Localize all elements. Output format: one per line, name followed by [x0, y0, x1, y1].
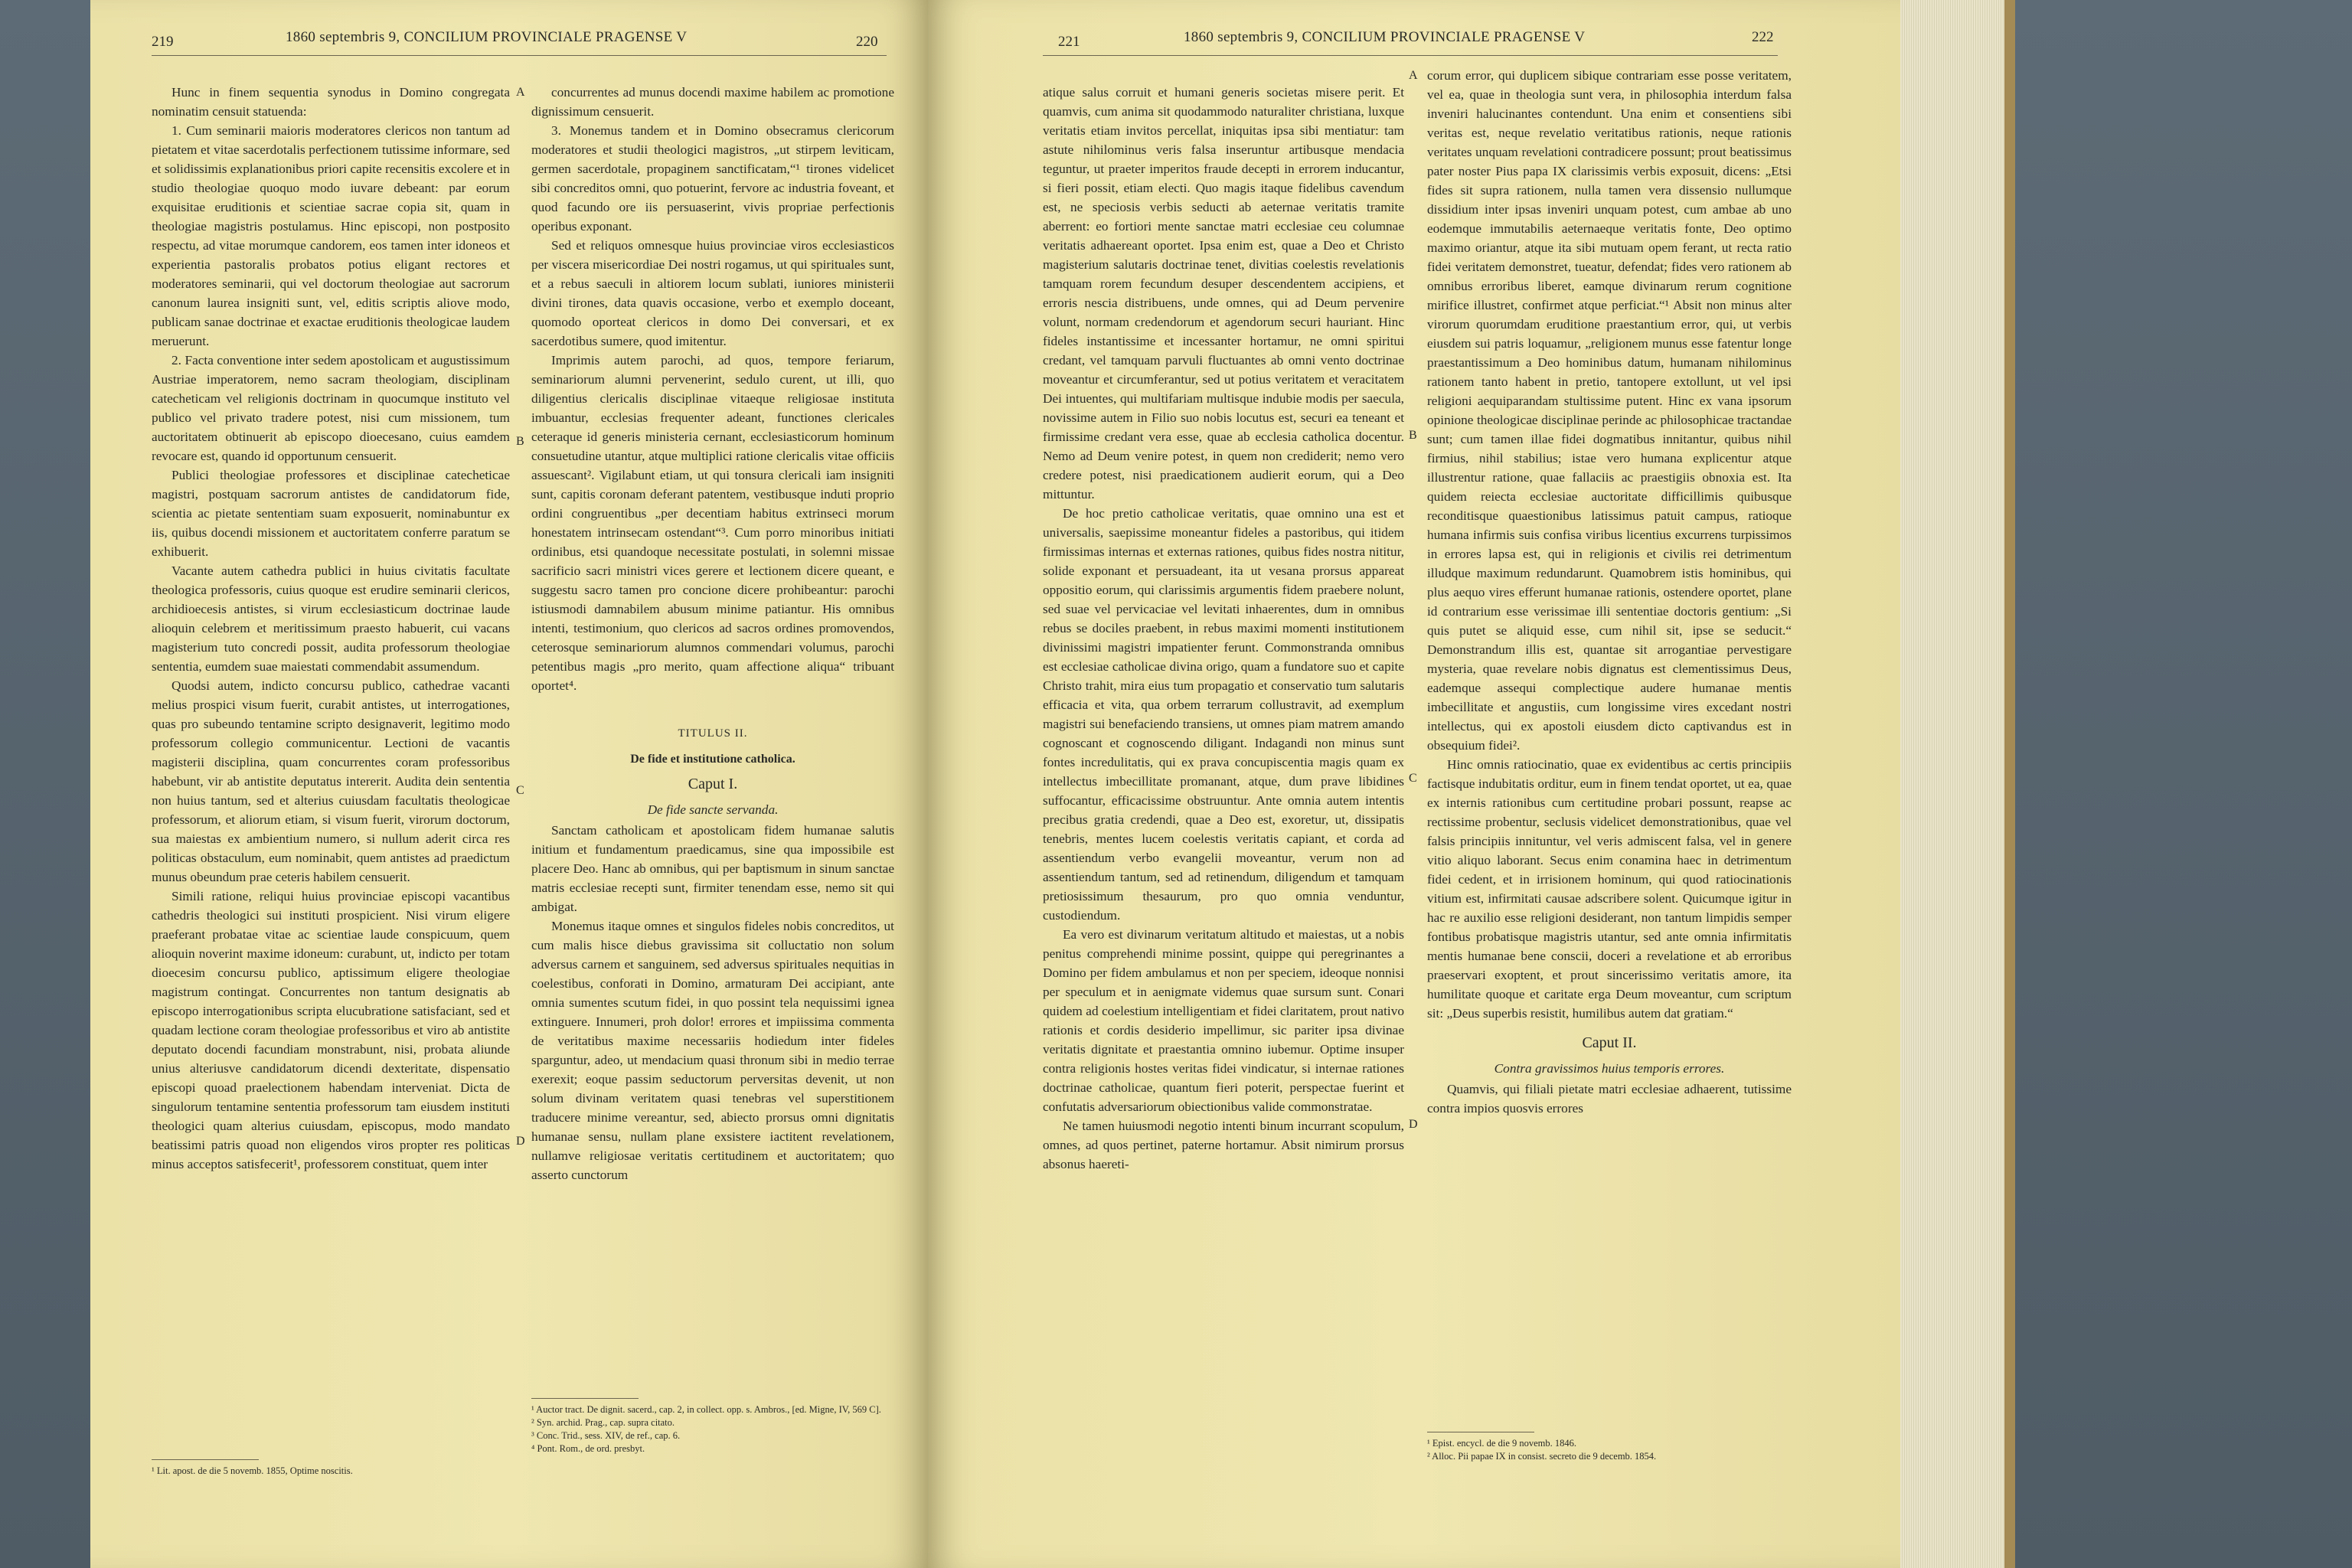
margin-mark-b: B [1409, 429, 1417, 442]
footnote: ³ Conc. Trid., sess. XIV, de ref., cap. 6. [531, 1430, 681, 1441]
paragraph: concurrentes ad munus docendi maxime habilem ac promotione dignissimum censuerit. [531, 85, 894, 119]
paragraph: Hunc in finem sequentia synodus in Domino congregata nominatim censuit statuenda: [152, 85, 510, 119]
left-page-column-b [531, 83, 894, 1393]
chapter-subtitle: Contra gravissimos huius temporis errores. [1494, 1061, 1725, 1076]
paragraph: corum error, qui duplicem sibique contrariam esse posse veritatem, vel ea, quae in theologia sunt vera, in philosophia interdum falsa inveniri halucinantes contendunt. Una enim et consentiens sibi veritas est, neque revelatio veritatibus rationis, neque rationis veritates unquam revelationi contradicere possunt; prout beatissimus pater noster Pius papa IX clarissimis verbis exposuit, dicens: „Etsi fides sit supra rationem, nulla tamen vera dissensio nullumque dissidium inter ipsas inveniri unquam potest, cum ambae ab uno eodemque immutabilis aeternaeque veritatis fonte, Deo optimo maximo oriantur, atque ita sibi mutuam opem ferant, ut recta ratio fidei veritatem demonstret, tueatur, defendat; fides vero rationem ab omnibus erroribus liberet, eamque divinarum rerum cognitione mirifice illustret, confirmet atque perficiat.“¹ Absit non minus alter virorum quorumdam eruditione praestantium error, qui, ut verbis eiusdem sui patris loquamur, „religionem munus esse fatentur longe praestantissimum a Deo hominibus datum, humanam nihilominus rationem tanto habent in pretio, tantopere extollunt, ut vel ipsi religioni aequiparandam stultissime putent. Hinc ex vana ipsorum opinione theologicae disciplinae perinde ac philosophicae tractandae sunt; cum tamen illae fidei dogmatibus innitantur, quibus nihil firmius, nihil stabilius; istae vero humana explicentur atque illustrentur ratione, quae fallaciis ac praestigiis obnoxia est. Ita quidem reiecta ecclesiae auctoritate difficillimis quibusque reconditisque quaestionibus latissimus patuit campus, ratioque humana infirmis suis confisa viribus licentius excurrens turpissimos in errores lapsa est, qui in religionis et civilis rei detrimentum illudque maximum redundarunt. Quamobrem istis hominibus, qui plus aequo vires efferunt humanae rationis, ostendere oportet, plane id contrarium esse verissimae illi sententiae doctoris gentium: „Si quis putet se aliquid esse, cum nihil sit, ipse se seducit.“ Demonstrandum illis est, quantae sit arrogantiae pervestigare mysteria, quae revelare nobis dignatus est clementissimus Deus, eademque assequi complectique audere humanae mentis imbecillitate et angustiis, cum longissime vires excedant nostri intellectus, qui ex apostoli eiusdem dicto captivandus est in obsequium fidei². [1427, 68, 1792, 753]
chapter-heading: Caput I. [688, 776, 738, 792]
right-page-column-a [1043, 83, 1404, 1465]
paragraph: 3. Monemus tandem et in Domino obsecramus clericorum moderatores et studii theologici magistros, „ut stirpem leviticam, germen sacerdotale, propaginem sanctificatam,“¹ tirones videlicet sibi concreditos omni, quo potuerint, fervore ac industria foveant, et quod facundo ore iis persuaserint, vivis propriae perfectionis operibus exponant. [531, 123, 894, 234]
margin-mark-b: B [516, 435, 524, 448]
book-fore-edge [1900, 0, 2015, 1568]
margin-mark-a: A [516, 86, 525, 99]
footnote: ¹ Lit. apost. de die 5 novemb. 1855, Optime noscitis. [152, 1465, 353, 1476]
chapter-subtitle: De fide sancte servanda. [647, 802, 779, 817]
paragraph: De hoc pretio catholicae veritatis, quae omnino una est et universalis, saepissime moneantur fideles a pastoribus, qui itidem firmissimas internas et externas rationes, quibus fides nostra nititur, solide exponant et persuadeant, ita ut vesana prorsus appareat oppositio eorum, qui clarissimis argumentis fidem praebere nolunt, sed suae vel pervicaciae vel levitati inhaerentes, dum in omnibus rebus se dociles praebent, in rebus maximi momenti institutionem divinissimi magistri impatienter ferunt. Commonstranda omnibus est ecclesiae catholicae divina origo, quam a fundatore suo et capite Christo trahit, mira eius tum propagatio et conservatio tum salutaris efficacia et vita, qua orbem terrarum collustravit, ad exemplum magistri sui benefaciendo transiens, ut omnes piam matrem amando cognoscant et cognoscendo diligant. Indagandi non minus sunt fontes incredulitatis, qui ex prava concupiscentia magis quam ex intellectus imbecillitate promanant, atque, dum prave libidines suffocantur, efficacissime obstruuntur. Ante omnia autem intentis precibus gratia credendi, quae a Deo est, exoretur, ut, dissipatis tenebris, mentes lucem coelestis veritatis capiant, et corda ad assentiendum verbo evangelii moveantur, verum non ad assentiendum tantum, sed ad retinendum, diligendum et tamquam pretiosissimum thesaurum, pro quo omnia venduntur, custodiendum. [1043, 506, 1404, 923]
page-number-222: 222 [1752, 29, 1774, 45]
footnotes-col-b [531, 1398, 894, 1455]
paragraph: Hinc omnis ratiocinatio, quae ex evidentibus ac certis principiis factisque indubitatis orditur, eum in finem tendat oportet, ut ea, quae ex internis rationibus cum certitudine probari possunt, reapse ac rectissime probentur, seclusis videlicet demonstrationibus, quae vel falsis principiis innituntur, vel veris admiscent falsa, vel in genere vitio aliquo laborant. Secus enim conamina haec in detrimentum fidei cedent, et in irrisionem hominum, qui quod ratiocinationis vitium est, infirmitati causae adscribere solent. Quicumque igitur in hac re auxilio esse religioni desiderant, non tantum limpidis semper fontibus probatisque magistris utantur, sed ante omnia infirmitatis mentis humanae bene conscii, doceri a revelatione et ab erroribus praeservari exoptent, et prout sincerissimo veritatis amore, ita humilitate quoque et caritate erga Deum moveantur, cum scriptum sit: „Deus superbis resistit, humilibus autem dat gratiam.“ [1427, 757, 1792, 1021]
paragraph: Ea vero est divinarum veritatum altitudo et maiestas, ut a nobis penitus comprehendi minime possint, quippe qui peregrinantes a Domino per fidem ambulamus et non per speciem, ideoque nonnisi per speculum et in aenigmate videmus quae sursum sunt. Conari quidem ad coelestium intelligentiam et fidei claritatem, prout nativo rationis et cordis desiderio impellimur, sic pariter ipsa divinae veritatis dignitate et praestantia omnino iubemur. Optime insuper contra religionis hostes veritas fidei vindicatur, si internae rationes doctrinae catholicae, quantum fieri poterit, perspectae fuerint et confutatis adversariorum obiectionibus valide commonstratae. [1043, 927, 1404, 1114]
left-page [90, 0, 928, 1568]
footnote: ² Alloc. Pii papae IX in consist. secreto die 9 decemb. 1854. [1427, 1451, 1657, 1462]
margin-mark-c: C [1409, 772, 1417, 785]
margin-mark-a: A [1409, 69, 1418, 82]
paragraph: atique salus corruit et humani generis societas misere perit. Et quamvis, cum anima sit quodammodo naturaliter christiana, luxque veritatis etiam invitos percellat, iniquitas ipsa sibi mentiatur: tam astute nihilominus veris falsa inseruntur artibusque mendacia teguntur, ut praeter imperitos fraude decepti in errorem inducantur, si fieri possit, etiam electi. Quo magis itaque fidelibus cavendum est, ne speciosis verbis seducti ab aeternae veritatis tramite aberrent: eo fortiori mente sanctae matri ecclesiae ceu columnae veritatis adhaereant oportet. Ipsa enim est, quae a Deo et Christo magisterium salutaris doctrinae tenet, divitias coelestis revelationis tamquam rorem fecundum desuper descendentem accipiens, et erroris nescia distribuens, unde omnes, qui ad Deum pervenire volunt, normam credendorum et agendorum securi hauriant. Hinc fideles instantissime et incessanter hortamur, ne omni spiritui credant, vel tamquam parvuli fluctuantes ab omni vento doctrinae moveantur et circumferantur, sed ut potius veritatem et veracitatem Dei intuentes, qui multifariam multisque indubie modis per saecula, novissime autem in Filio suo nobis locutus est, securi ea teneant et firmissime credant vera esse, quae ab ecclesia catholica docentur. Nemo ad Deum venire potest, in quem non crediderit; nemo vero credere potest, nisi praedicationem audierit eorum, qui a Deo mittuntur. [1043, 85, 1404, 501]
footnote: ¹ Epist. encycl. de die 9 novemb. 1846. [1427, 1438, 1577, 1449]
margin-mark-c: C [516, 784, 524, 797]
right-page [928, 0, 1900, 1568]
header-rule [1043, 55, 1778, 56]
footnote-rule [152, 1459, 259, 1460]
chapter-heading: Caput II. [1582, 1034, 1637, 1051]
margin-mark-d: D [516, 1135, 525, 1148]
paragraph: Sed et reliquos omnesque huius provinciae viros ecclesiasticos per viscera misericordiae Dei nostri rogamus, ut qui spirituales sunt, et a rebus saeculi in altiorem locum sublati, iuniores ministerii divini tirones, data quavis occasione, verbo et exemplo doceant, quomodo oporteat clericos in domo Dei conversari, et ex sacerdotibus sumere, quod imitentur. [531, 238, 894, 348]
paragraph: Publici theologiae professores et disciplinae catecheticae magistri, postquam sacrorum antistes de candidatorum fide, scientia ac pietate sententiam suam exposuerit, nominabuntur ex iis, quibus docendi missionem et auctoritatem conferre paratum se exhibuerit. [152, 468, 510, 559]
footnote: ² Syn. archid. Prag., cap. supra citato. [531, 1417, 675, 1428]
section-title: TITULUS II. [678, 727, 748, 740]
paragraph: 2. Facta conventione inter sedem apostolicam et augustissimum Austriae imperatorem, nemo sacram theologiam, disciplinam catecheticam vel religionis doctrinam in quocumque instituto vel publico vel privato tradere potest, nisi cum missionem, tum auctoritatem obtinuerit ab episcopo dioecesano, cuius eamdem revocare est, quando id opportunum censuerit. [152, 353, 510, 463]
paragraph: Simili ratione, reliqui huius provinciae episcopi vacantibus cathedris theologici sui instituti prospicient. Nisi virum eligere praeferant probatae vitae ac scientiae laude conspicuum, quem alioquin noverint maxime idoneum: curabunt, ut, indicto per totam dioecesim concursu publico, aptissimum eligere theologiae magistrum contingat. Concurrentes non tantum designatis ab episcopo interrogationibus scripta elucubratione satisfaciant, sed et quadam lectione coram theologiae professoribus et viro ab antistite deputato docendi facundiam monstrabunt, nisi, probata aliunde unius alteriusve candidatorum dicendi dexteritate, dispensatio episcopi quoad praelectionem habendam interveniat. Dicta de singulorum tentamine sententia professorum tam eiusdem instituti theologici quam alterius cuiusdam, episcopus, modo mandato beatissimi patris quoad non eligendos viros propter res politicas minus acceptos satisfecerit¹, professorem constituat, quem inter [152, 889, 510, 1171]
footnote: ⁴ Pont. Rom., de ord. presbyt. [531, 1443, 645, 1454]
page-number-220: 220 [856, 34, 878, 50]
paragraph: Sanctam catholicam et apostolicam fidem humanae salutis initium et fundamentum praedicamus, sine qua impossibile est placere Deo. Hanc ab omnibus, qui per baptismum in sinum sanctae matris ecclesiae recepti sunt, firmiter tenendam esse, nemo sit qui ambigat. [531, 823, 894, 914]
footnote-rule [531, 1398, 639, 1399]
footnotes-col-a [152, 1459, 510, 1478]
footnotes-right-col-b [1427, 1432, 1792, 1463]
paragraph: Quodsi autem, indicto concursu publico, cathedrae vacanti melius prospici visum fuerit, curabit antistes, ut interrogationes, quas pro subeundo tentamine scripto designaverit, legitimo modo professorum collegio communicentur. Lectioni de vacantis magisterii disciplina, quam concurrentes coram professoribus habebunt, vir ab antistite deputatus intererit. Audita dein sententia non huius tantum, sed et alterius cuiusdam facultatis theologicae professorum, et aliorum etiam, si visum fuerit, virorum doctorum, sua maiestas ex ambientium numero, si nullum aderit circa res politicas obstaculum, eum nominabit, quem antistes ad praedictum munus obeundum prae ceteris habilem censuerit. [152, 678, 510, 884]
paragraph: Vacante autem cathedra publici in huius civitatis facultate theologica professoris, cuius quoque est erudire seminarii clericos, archidioecesis antistes, si virum ecclesiasticum doctrinae laude alioquin celebrem et meritissimum praesto habuerit, cui vacans magisterium tuto concredi possit, audita professorum theologiae sententia, eumdem suae maiestati commendabit assumendum. [152, 564, 510, 674]
running-header-right: 1860 septembris 9, CONCILIUM PROVINCIALE PRAGENSE V [1184, 29, 1586, 45]
paragraph: Ne tamen huiusmodi negotio intenti binum incurrant scopulum, omnes, ad quos pertinet, paterne hortamur. Absit nimirum prorsus absonus haereti- [1043, 1119, 1404, 1171]
paragraph: Monemus itaque omnes et singulos fideles nobis concreditos, ut cum malis hisce diebus gravissima sit colluctatio non solum adversus carnem et sanguinem, sed adversus spirituales nequitias in coelestibus, conforati in Domino, armaturam Dei accipiant, ante omnia sumentes scutum fidei, in quo possint tela nequissimi ignea extinguere. Innumeri, proh dolor! errores et impiissima commenta de veritatibus maxime necessariis hodiedum inter fideles sparguntur, adeo, ut mendacium quasi thronum sibi in medio terrae exerexit; eoque passim seductorum perversitas devenit, ut non solum divinam veritatem quasi tenebras vel superstitionem traducere minime vereantur, sed, abiecto prorsus omni dignitatis humanae sensu, nullam plane exsistere iactitent revelationem, nullamve religiosae veritatis certitudinem et auctoritatem; quo asserto cunctorum [531, 919, 894, 1182]
paragraph: Quamvis, qui filiali pietate matri ecclesiae adhaerent, tutissime contra impios quosvis errores [1427, 1082, 1792, 1116]
right-page-column-b [1427, 66, 1792, 1421]
page-number-221: 221 [1058, 34, 1080, 50]
paragraph: Imprimis autem parochi, ad quos, tempore feriarum, seminariorum alumni pervenerint, sedulo curent, ut illi, quo diligentius clericalis disciplinae vitaeque religiosae instituta imbuantur, ecclesias frequenter adeant, functiones clericales ceteraque id generis ministeria cernant, ecclesiasticorum hominum consuetudine utantur, atque multiplici ratione clericalis vitae officiis assuescant². Vigilabunt etiam, ut qui tonsura clericali iam insigniti sunt, capitis coronam deferant patentem, vestibusque induti proprio ordini congruentibus „per decentiam habitus extrinseci morum honestatem intrinsecam ostendant“³. Cum porro minoribus initiati ordinibus, etsi quandoque necessitate postulati, in solemni missae sacrificio sacri ministri vices gerere et lectionem dicere queant, e suggestu sacro tamen pro concione dicere prohibeantur: parochi istiusmodi damnabilem abusum minime patiantur. His omnibus intenti, testimonium, quo clericos ad sacros ordines promovendos, ceterosque seminariorum alumnos commendari volumus, parochi petentibus magis „pro merito, quam affectione aliqua“ tribuant oportet⁴. [531, 353, 894, 693]
header-rule [152, 55, 887, 56]
open-book [90, 0, 2004, 1568]
footnote: ¹ Auctor tract. De dignit. sacerd., cap. 2, in collect. opp. s. Ambros., [ed. Migne, IV, 569 C]. [531, 1404, 881, 1415]
paragraph: 1. Cum seminarii maioris moderatores clericos non tantum ad pietatem et vitae sacerdotalis perfectionem tutissime informare, sed et solidissimis explanationibus priori capite recensitis excolere et in studio theologiae quoquo modo iuvare debeant: par eorum exquisitae eruditionis et scientiae sacrae copia sit, quam in theologiae magistris postulamus. Hinc episcopi, non postposito respectu, ad vitae morumque candorem, eos tamen inter idoneos et experientia pastoralis probatos potius eligant rectores et moderatores seminarii, qui vel doctorum theologiae aut sacrorum canonum laurea insigniti sunt, vel, editis scriptis aliove modo, publicam sanae doctrinae et exactae eruditionis theologicae laudem meruerunt. [152, 123, 510, 348]
margin-mark-d: D [1409, 1118, 1418, 1131]
section-subtitle: De fide et institutione catholica. [630, 753, 795, 766]
page-number-219: 219 [152, 34, 174, 50]
running-header-left: 1860 septembris 9, CONCILIUM PROVINCIALE PRAGENSE V [286, 29, 688, 45]
left-page-column-a [152, 83, 510, 1384]
